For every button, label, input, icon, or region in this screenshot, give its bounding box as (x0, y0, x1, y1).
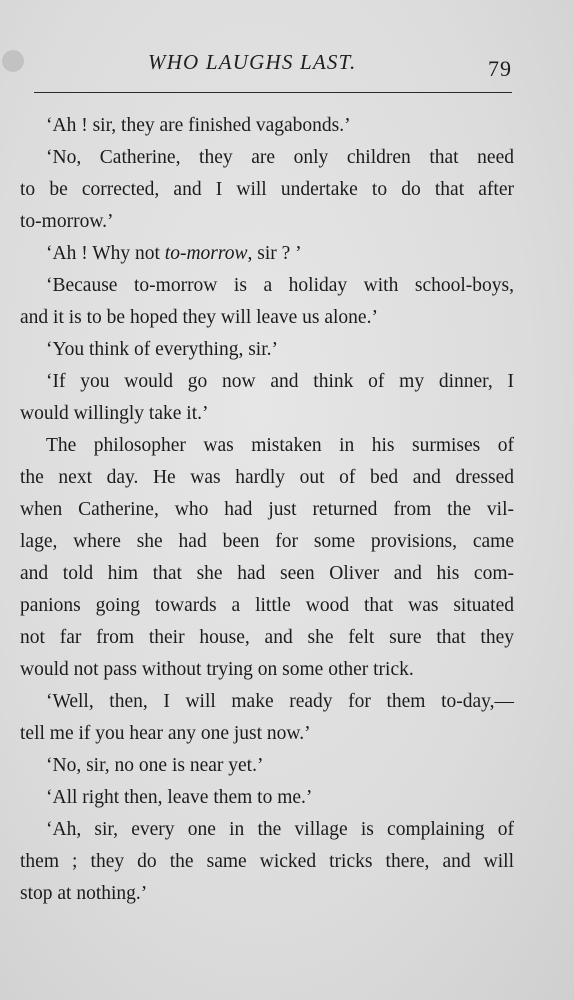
text-line: panions going towards a little wood that was situated (20, 595, 514, 616)
text-line: ‘You think of everything, sir.’ (46, 339, 279, 360)
text-line: ‘No, sir, no one is near yet.’ (46, 755, 264, 776)
text-segment: , sir ? ’ (247, 243, 302, 264)
text-line: not far from their house, and she felt sure that they (20, 627, 514, 648)
text-line: when Catherine, who had just returned from the vil- (20, 499, 514, 520)
text-line: and told him that she had seen Oliver and his com- (20, 563, 514, 584)
text-line: to-morrow.’ (20, 211, 114, 232)
running-title: WHO LAUGHS LAST. (148, 50, 357, 74)
page-header (0, 50, 574, 84)
text-line: ‘If you would go now and think of my dinner, I (46, 371, 514, 392)
text-line: ‘All right then, leave them to me.’ (46, 787, 313, 808)
text-line: ‘Because to-morrow is a holiday with school-boys, (46, 275, 514, 296)
text-line: tell me if you hear any one just now.’ (20, 723, 311, 744)
text-line: and it is to be hoped they will leave us alone.’ (20, 307, 378, 328)
text-line: The philosopher was mistaken in his surmises of (46, 435, 514, 456)
text-line: them ; they do the same wicked tricks there, and will (20, 851, 514, 872)
page-number: 79 (488, 56, 512, 81)
text-line: would willingly take it.’ (20, 403, 209, 424)
text-segment: ‘Ah ! Why not (46, 243, 165, 264)
text-line: stop at nothing.’ (20, 883, 148, 904)
text-line: ‘No, Catherine, they are only children that need (46, 147, 514, 168)
text-line: ‘Ah ! sir, they are finished vagabonds.’ (46, 115, 351, 136)
text-line: ‘Well, then, I will make ready for them to-day,— (46, 691, 514, 712)
text-line: lage, where she had been for some provisions, came (20, 531, 514, 552)
text-line: to be corrected, and I will undertake to do that after (20, 179, 514, 200)
text-line: ‘Ah, sir, every one in the village is complaining of (46, 819, 514, 840)
text-line (46, 238, 302, 270)
text-line: the next day. He was hardly out of bed and dressed (20, 467, 514, 488)
header-rule (34, 92, 512, 93)
italic-word: to-morrow (164, 243, 248, 264)
text-line: would not pass without trying on some other trick. (20, 659, 414, 680)
